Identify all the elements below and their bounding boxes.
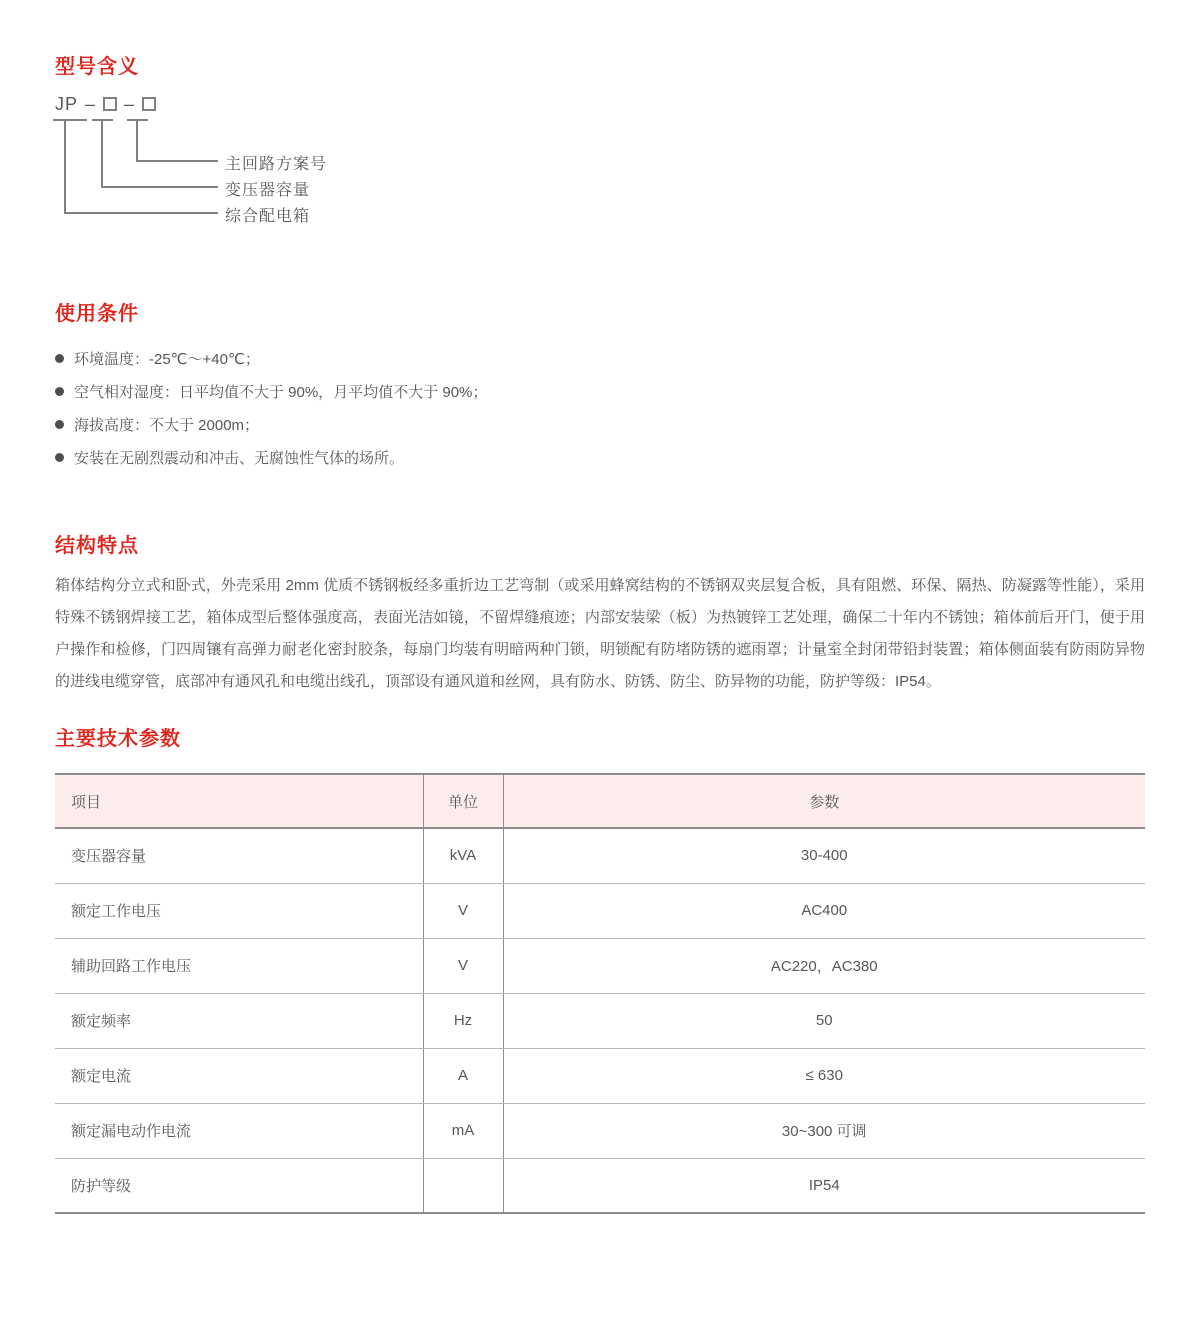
connector-horizontal-prefix (64, 212, 218, 214)
table-row (55, 883, 1145, 938)
table-row (55, 1048, 1145, 1103)
table-cell-unit: kVA (423, 828, 503, 883)
table-cell-unit: Hz (423, 993, 503, 1048)
diagram-label-main-circuit: 主回路方案号 (225, 156, 328, 173)
usage-condition-text: 安装在无剧烈震动和冲击、无腐蚀性气体的场所。 (74, 450, 405, 467)
table-cell-value: 30~300 可调 (503, 1103, 1145, 1158)
connector-vertical-prefix (64, 119, 66, 214)
table-cell-unit: V (423, 938, 503, 993)
model-code (55, 95, 156, 113)
usage-condition-text: 海拔高度：不大于 2000m； (74, 417, 260, 434)
page-content (0, 50, 1200, 1214)
bullet-dot-icon (55, 420, 64, 429)
table-row (55, 938, 1145, 993)
table-cell-item: 辅助回路工作电压 (55, 938, 423, 993)
table-cell-value: 30-400 (503, 828, 1145, 883)
connector-horizontal-box1 (101, 186, 218, 188)
table-cell-item: 防护等级 (55, 1158, 423, 1213)
underline-prefix (53, 119, 87, 121)
table-cell-value: IP54 (503, 1158, 1145, 1213)
usage-condition-text: 环境温度：-25℃～+40℃； (74, 351, 260, 368)
bullet-dot-icon (55, 387, 64, 396)
column-header-item: 项目 (55, 774, 423, 828)
tech-params-table (55, 773, 1145, 1214)
table-row (55, 1103, 1145, 1158)
section-title-structure-features: 结构特点 (55, 535, 139, 557)
section-title-model-meaning: 型号含义 (55, 56, 139, 78)
usage-condition-item (55, 408, 1145, 441)
bullet-dot-icon (55, 354, 64, 363)
usage-conditions-list (55, 342, 1145, 474)
connector-vertical-box2 (136, 119, 138, 162)
table-cell-item: 变压器容量 (55, 828, 423, 883)
structure-features-paragraph: 箱体结构分立式和卧式，外壳采用 2mm 优质不锈钢板经多重折边工艺弯制（或采用蜂窝结构的不锈钢双夹层复合板，具有阻燃、环保、隔热、防凝露等性能），采用特殊不锈钢焊接工艺，箱体成型后整体强度高，表面光洁如镜，不留焊缝痕迹；内部安装梁（板）为热镀锌工艺处理，确保二十年内不锈蚀；箱体前后开门，便于用户操作和检修，门四周镶有高弹力耐老化密封胶条，每扇门均装有明暗两种门锁，明锁配有防堵防锈的遮雨罩；计量室全封闭带铅封装置；箱体侧面装有防雨防异物的进线电缆穿管，底部冲有通风孔和电缆出线孔，顶部设有通风道和丝网，具有防水、防锈、防尘、防异物的功能，防护等级：IP54。 (55, 577, 1145, 690)
bullet-dot-icon (55, 453, 64, 462)
model-prefix: JP (55, 93, 79, 114)
connector-vertical-box1 (101, 119, 103, 188)
usage-condition-item (55, 441, 1145, 474)
column-header-unit: 单位 (423, 774, 503, 828)
table-row (55, 993, 1145, 1048)
table-row (55, 828, 1145, 883)
usage-condition-item (55, 375, 1145, 408)
model-meaning-diagram (55, 95, 1145, 235)
table-cell-value: 50 (503, 993, 1145, 1048)
usage-condition-text: 空气相对湿度：日平均值不大于 90%，月平均值不大于 90%； (74, 384, 488, 401)
table-cell-value: ≤ 630 (503, 1048, 1145, 1103)
table-cell-item: 额定电流 (55, 1048, 423, 1103)
table-cell-value: AC400 (503, 883, 1145, 938)
section-title-tech-params: 主要技术参数 (55, 728, 181, 750)
table-cell-unit: A (423, 1048, 503, 1103)
table-row (55, 1158, 1145, 1213)
connector-horizontal-box2 (136, 160, 218, 162)
diagram-label-transformer-capacity: 变压器容量 (225, 182, 311, 199)
tech-params-table-body (55, 828, 1145, 1213)
table-cell-item: 额定频率 (55, 993, 423, 1048)
table-cell-unit (423, 1158, 503, 1213)
table-cell-item: 额定漏电动作电流 (55, 1103, 423, 1158)
table-cell-unit: mA (423, 1103, 503, 1158)
model-box-placeholder (103, 97, 117, 111)
usage-condition-item (55, 342, 1145, 375)
model-separator: – (85, 93, 97, 114)
model-separator: – (124, 93, 136, 114)
column-header-value: 参数 (503, 774, 1145, 828)
table-cell-unit: V (423, 883, 503, 938)
section-title-usage-conditions: 使用条件 (55, 303, 139, 325)
diagram-label-distribution-box: 综合配电箱 (225, 208, 311, 225)
table-cell-item: 额定工作电压 (55, 883, 423, 938)
table-header-row (55, 774, 1145, 828)
model-box-placeholder (142, 97, 156, 111)
table-cell-value: AC220，AC380 (503, 938, 1145, 993)
